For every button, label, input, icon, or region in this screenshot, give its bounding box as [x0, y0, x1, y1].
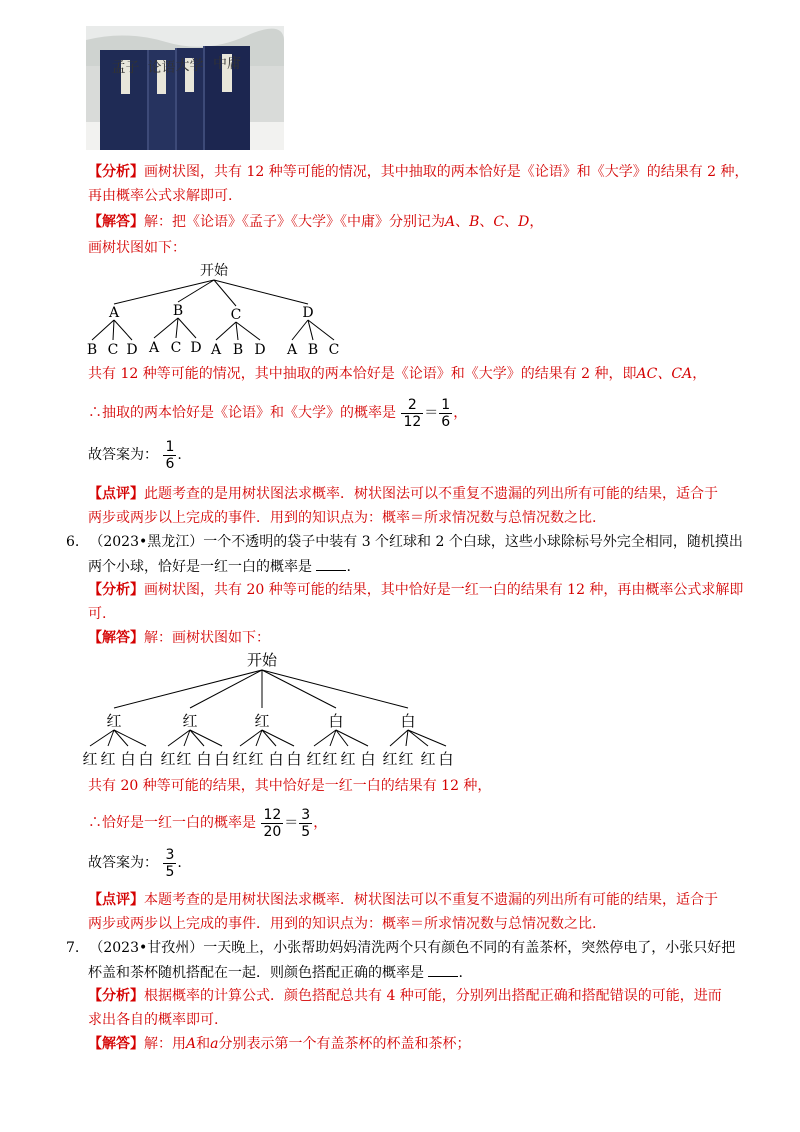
q6-analysis-line1: 【分析】画树状图，共有 20 种等可能的结果，其中恰好是一红一白的结果有 12 种，再由概率公式求解即 — [88, 582, 744, 598]
q7-answer-blank — [428, 962, 458, 977]
q6-tree-leaf: 白 — [138, 750, 154, 768]
q6-tree-node: 红 — [182, 712, 198, 730]
q5-answer-line1: 【解答】解：把《论语》《孟子》《大学》《中庸》分别记为A、B、C、D， — [88, 214, 544, 230]
q6-result-line: 共有 20 种等可能的结果，其中恰好是一红一白的结果有 12 种， — [88, 778, 492, 794]
q6-tree-leaf: 红 — [82, 750, 98, 768]
q6-tree-node: 红 — [254, 712, 270, 730]
q6-comment-line1: 【点评】本题考查的是用树状图法求概率．树状图法可以不重复不遗漏的列出所有可能的结果，适合于 — [88, 892, 718, 908]
spine-label-doctrine-mean: 中庸 — [213, 56, 241, 72]
q5-tree-leaf: C — [107, 342, 119, 358]
q6-stem-line2: 两个小球，恰好是一红一白的概率是 . — [88, 556, 351, 577]
q6-tree-leaf: 红 — [100, 750, 116, 768]
q7-stem-line1: 7. （2023•甘孜州）一天晚上，小张帮助妈妈清洗两个只有颜色不同的有盖茶杯，突然停电了，小张只好把 — [66, 940, 736, 956]
q6-tree-leaf: 红 — [382, 750, 398, 768]
q5-comment-tag: 【点评】 — [88, 486, 144, 502]
q6-final-fraction: $\frac{3}{5}$ — [165, 846, 175, 880]
q5-tree-leaf: D — [254, 342, 266, 358]
q6-tree-leaf: 红 — [306, 750, 322, 768]
q5-tree-leaf: D — [190, 340, 202, 356]
q6-analysis-line2: 可. — [88, 606, 107, 622]
q5-tree-node-c: C — [230, 307, 242, 323]
q6-tree-leaf: 红 — [248, 750, 264, 768]
q5-tree-leaf: A — [210, 342, 222, 358]
books-photo — [86, 26, 284, 150]
q6-tree-node: 红 — [106, 712, 122, 730]
q6-tree-leaf: 红 — [176, 750, 192, 768]
q7-analysis-line2: 求出各自的概率即可. — [88, 1012, 219, 1028]
q6-analysis-tag: 【分析】 — [88, 582, 144, 598]
q5-final-answer-line: 故答案为： $\frac{1}{6}$ . — [88, 438, 182, 472]
q6-answer-line1: 【解答】解：画树状图如下： — [88, 630, 270, 646]
q5-analysis-line1: 【分析】画树状图，共有 12 种等可能的情况，其中抽取的两本恰好是《论语》和《大学》的结果有 2 种， — [88, 164, 749, 180]
q5-fraction-1-6: $\frac{1}{6}$ — [441, 396, 451, 430]
q6-comment-tag: 【点评】 — [88, 892, 144, 908]
q5-tree-leaf: A — [148, 340, 160, 356]
q5-analysis-tag: 【分析】 — [88, 164, 144, 180]
q5-comment-line1: 【点评】此题考查的是用树状图法求概率．树状图法可以不重复不遗漏的列出所有可能的结果，适合于 — [88, 486, 718, 502]
q5-tree-leaf: B — [86, 342, 98, 358]
q7-answer-line1: 【解答】解：用A和a分别表示第一个有盖茶杯的杯盖和茶杯； — [88, 1036, 471, 1052]
spine-label-mencius: 孟子 — [111, 60, 140, 76]
q5-tree-node-d: D — [302, 305, 314, 321]
q5-tree-root: 开始 — [200, 263, 228, 279]
q6-number: 6. — [66, 534, 80, 550]
q6-tree-leaf: 白 — [360, 750, 376, 768]
q6-tree-leaf: 红 — [160, 750, 176, 768]
q5-tree-leaf: B — [307, 342, 319, 358]
q6-stem-line1: 6. （2023•黑龙江）一个不透明的袋子中装有 3 个红球和 2 个白球，这些小球除标号外完全相同，随机摸出 — [66, 534, 743, 550]
q6-tree-leaf: 白 — [286, 750, 302, 768]
q7-analysis-line1: 【分析】根据概率的计算公式．颜色搭配总共有 4 种可能，分别列出搭配正确和搭配错误的可能，进而 — [88, 988, 722, 1004]
q6-tree-leaf: 红 — [420, 750, 436, 768]
q6-answer-blank — [316, 556, 346, 571]
q6-tree-root: 开始 — [246, 651, 278, 669]
q7-analysis-tag: 【分析】 — [88, 988, 144, 1004]
q5-answer-tag: 【解答】 — [88, 214, 144, 230]
q5-tree-leaf: B — [232, 342, 244, 358]
q5-tree-leaf: D — [126, 342, 138, 358]
q5-analysis-line2: 再由概率公式求解即可. — [88, 188, 233, 204]
q5-tree-leaf: C — [328, 342, 340, 358]
q6-tree-leaf: 白 — [120, 750, 136, 768]
q5-tree-diagram — [76, 258, 376, 360]
q6-tree-leaf: 红 — [398, 750, 414, 768]
q5-tree-intro: 画树状图如下： — [88, 240, 186, 256]
q6-final-answer-line: 故答案为： $\frac{3}{5}$ . — [88, 846, 182, 880]
q7-number: 7. — [66, 940, 80, 956]
q6-tree-node: 白 — [400, 712, 416, 730]
q6-tree-leaf: 白 — [214, 750, 230, 768]
q6-comment-line2: 两步或两步以上完成的事件．用到的知识点为：概率＝所求情况数与总情况数之比. — [88, 916, 597, 932]
q5-tree-leaf: A — [286, 342, 298, 358]
q5-probability-line: ∴抽取的两本恰好是《论语》和《大学》的概率是 $\frac{2}{12}$ ＝ $\frac{1}{6}$ ， — [88, 396, 468, 430]
q5-final-fraction: $\frac{1}{6}$ — [165, 438, 175, 472]
q6-tree-leaf: 红 — [322, 750, 338, 768]
q6-tree-leaf: 白 — [268, 750, 284, 768]
q6-tree-leaf: 白 — [196, 750, 212, 768]
q6-tree-diagram — [80, 648, 470, 772]
q5-tree-node-a: A — [108, 305, 120, 321]
spine-label-great-learning: 大学 — [175, 58, 204, 74]
q5-fraction-2-12: $\frac{2}{12}$ — [403, 396, 422, 430]
q6-probability-line: ∴恰好是一红一白的概率是 $\frac{12}{20}$ ＝ $\frac{3}{5}$ ， — [88, 806, 328, 840]
q6-tree-leaf: 白 — [438, 750, 454, 768]
q6-answer-tag: 【解答】 — [88, 630, 144, 646]
q5-comment-line2: 两步或两步以上完成的事件．用到的知识点为：概率＝所求情况数与总情况数之比. — [88, 510, 597, 526]
q6-fraction-3-5: $\frac{3}{5}$ — [301, 806, 311, 840]
q6-fraction-12-20: $\frac{12}{20}$ — [263, 806, 282, 840]
q7-answer-tag: 【解答】 — [88, 1036, 144, 1052]
q5-result-line: 共有 12 种等可能的情况，其中抽取的两本恰好是《论语》和《大学》的结果有 2 种，即AC、CA， — [88, 366, 707, 382]
q6-tree-leaf: 红 — [232, 750, 248, 768]
q5-tree-leaf: C — [170, 340, 182, 356]
q6-tree-node: 白 — [328, 712, 344, 730]
spine-label-analects: 论语 — [147, 60, 176, 76]
q7-stem-line2: 杯盖和茶杯随机搭配在一起．则颜色搭配正确的概率是 . — [88, 962, 463, 983]
q6-tree-leaf: 红 — [340, 750, 356, 768]
q5-tree-node-b: B — [172, 303, 184, 319]
